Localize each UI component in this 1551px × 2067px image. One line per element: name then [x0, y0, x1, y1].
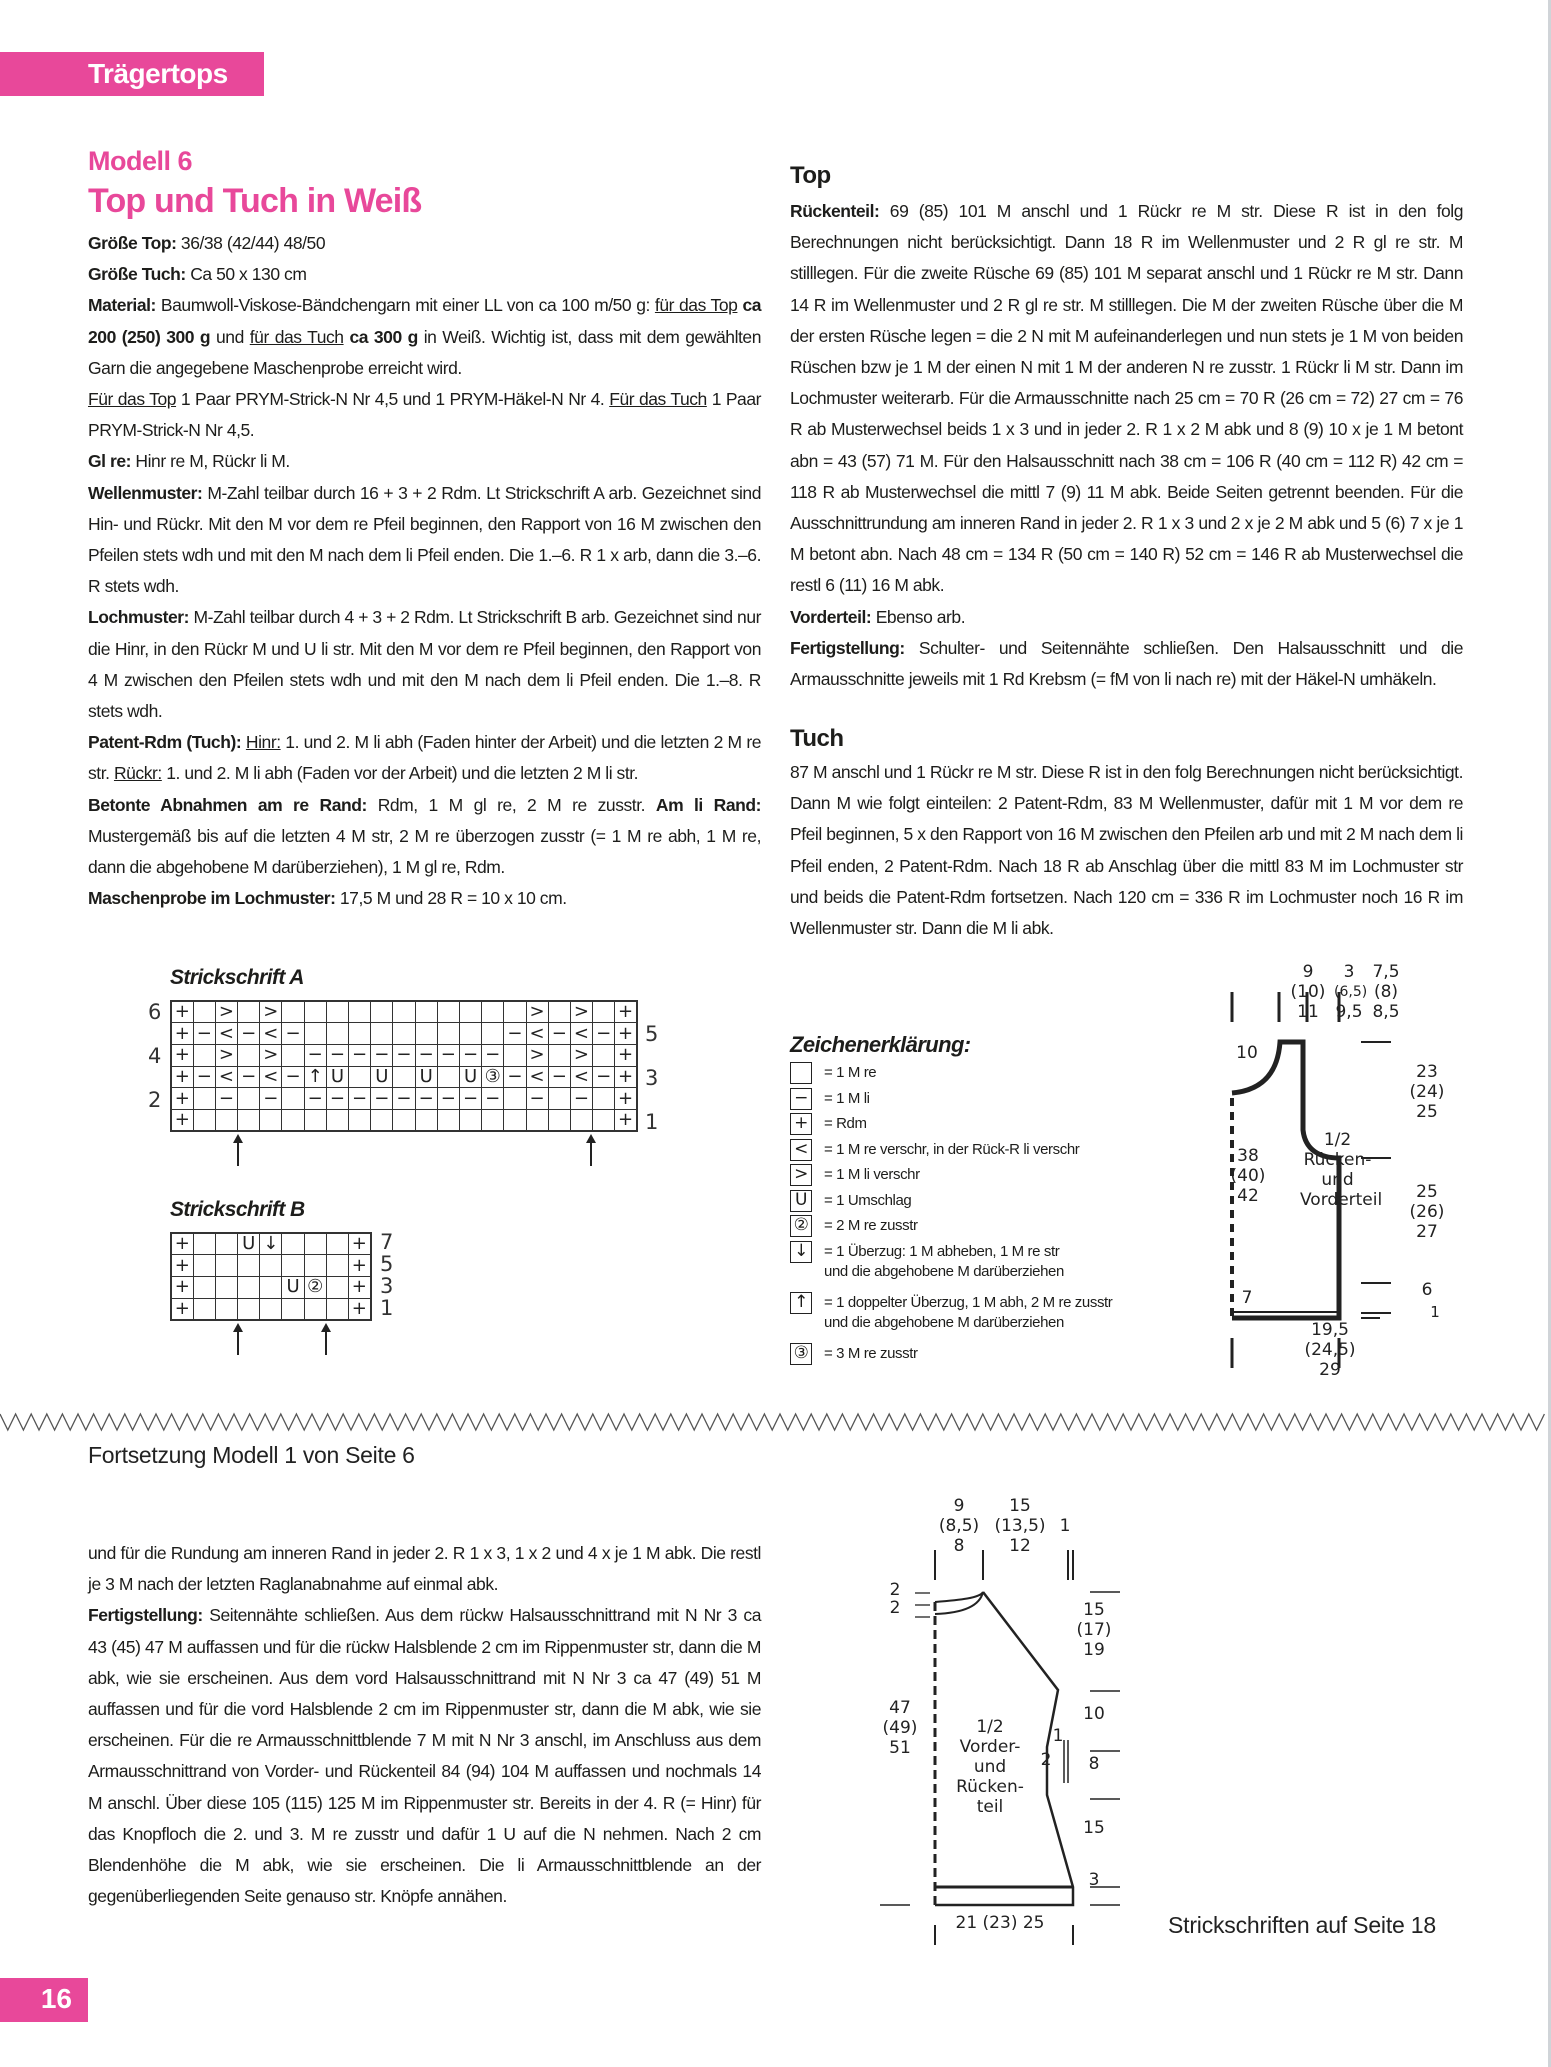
size-top: Größe Top: 36/38 (42/44) 48/50 [88, 233, 326, 253]
legend-symbol-icon: < [790, 1139, 812, 1161]
chart-cell: − [326, 1044, 348, 1066]
chart-b-title: Strickschrift B [170, 1198, 305, 1221]
needles: Für das Top 1 Paar PRYM-Strick-N Nr 4,5 und 1 PRYM-Häkel-N Nr 4. Für das Tuch 1 Paar PRYM-Strick-N Nr 4,5. [88, 389, 761, 441]
chart-cell [326, 1276, 348, 1298]
chart-cell [482, 1109, 504, 1131]
chart-cell [282, 1298, 304, 1320]
chart-cell: < [526, 1023, 548, 1045]
chart-cell: − [593, 1023, 615, 1045]
legend-text: = 1 M li verschr [824, 1166, 920, 1183]
chart-cell [349, 1066, 371, 1088]
model-title: Top und Tuch in Weiß [88, 182, 422, 220]
chart-cell [304, 1233, 326, 1255]
chart-cell: + [349, 1276, 371, 1298]
chart-b-row-7: 7 [380, 1230, 394, 1254]
chart-cell [215, 1109, 237, 1131]
legend [790, 1062, 1170, 1368]
legend-item [790, 1343, 1170, 1369]
size-shawl: Größe Tuch: Ca 50 x 130 cm [88, 264, 307, 285]
schem-top-width-c: 7,5 (8) 8,5 [1372, 962, 1400, 1022]
chart-cell [215, 1233, 237, 1255]
chart-cell: + [171, 1255, 193, 1277]
chart-cell [371, 1109, 393, 1131]
chart-b-row-1: 1 [380, 1296, 394, 1320]
chart-cell [215, 1255, 237, 1277]
chart-cell: − [437, 1044, 459, 1066]
chart-cell: > [260, 1001, 282, 1023]
continuation-title: Fortsetzung Modell 1 von Seite 6 [88, 1442, 415, 1468]
chart-cell: < [260, 1066, 282, 1088]
schem-top-side-height: 25 (26) 27 [1409, 1182, 1445, 1242]
chart-cell [282, 1001, 304, 1023]
legend-symbol-icon: − [790, 1088, 812, 1110]
model-number: Modell 6 [88, 146, 193, 176]
chart-cell: < [570, 1066, 592, 1088]
legend-item [790, 1062, 1170, 1088]
chart-cell [593, 1109, 615, 1131]
chart-cell [593, 1044, 615, 1066]
chart-cell [238, 1276, 260, 1298]
chart-cell [548, 1044, 570, 1066]
chart-cell: − [215, 1088, 237, 1110]
chart-cell: − [304, 1088, 326, 1110]
chart-cell: − [282, 1023, 304, 1045]
schem-bottom-raglan-height: 15 (17) 19 [1076, 1600, 1112, 1660]
chart-cell [326, 1255, 348, 1277]
lochmuster: Lochmuster: M-Zahl teilbar durch 4 + 3 + 2 Rdm. Lt Strickschrift B arb. Gezeichnet sind nur die Hinr, in den Rückr M und U li str. Mit den M vor dem re Pfeil beginnen, den Rapport von 4 M zwischen den Pfeilen stets wdh und mit den M nach dem li Pfeil enden. Die 1.–8. R stets wdh. [88, 607, 761, 722]
betonte-abnahmen: Betonte Abnahmen am re Rand: Rdm, 1 M gl re, 2 M re zusstr. Am li Rand: Mustergemäß bis auf die letzten 4 M str, 2 M re überzogen zusstr (= 1 M re abh, 1 M re, dann die abgehobene M darüberziehen), 1 M gl re, Rdm. [88, 794, 761, 878]
chart-cell [393, 1109, 415, 1131]
right-column [790, 196, 1463, 695]
chart-cell: + [171, 1023, 193, 1045]
chart-cell: − [526, 1088, 548, 1110]
schem-bottom-r3: 15 [1083, 1818, 1105, 1838]
chart-cell [349, 1001, 371, 1023]
chart-cell [437, 1001, 459, 1023]
material: Material: Baumwoll-Viskose-Bändchengarn mit einer LL von ca 100 m/50 g: für das Top ca 200 (250) 300 g und für das Tuch ca 300 g in Weiß. Wichtig ist, dass mit dem gewählten Garn die angegebene Maschenprobe erreicht wird. [88, 295, 762, 378]
chart-cell: > [526, 1001, 548, 1023]
legend-item [790, 1241, 1170, 1292]
reference-note: Strickschriften auf Seite 18 [1168, 1912, 1436, 1938]
schem-top-width-b: 3 (6,5) 9,5 [1334, 962, 1368, 1022]
chart-a-repeat-arrow-left-icon [237, 1136, 239, 1166]
chart-cell [415, 1023, 437, 1045]
chart-row [171, 1088, 637, 1110]
chart-cell [282, 1109, 304, 1131]
chart-b-repeat-arrow-left-icon [237, 1325, 239, 1355]
chart-cell: − [437, 1088, 459, 1110]
legend-symbol-icon: ↑ [790, 1292, 812, 1314]
chart-cell [260, 1298, 282, 1320]
chart-cell: − [482, 1044, 504, 1066]
tuch-heading: Tuch [790, 725, 844, 752]
chart-cell: > [570, 1001, 592, 1023]
chart-cell [393, 1001, 415, 1023]
chart-cell: − [504, 1023, 526, 1045]
chart-cell: + [349, 1255, 371, 1277]
zigzag-divider [0, 1410, 1551, 1434]
chart-row [171, 1233, 371, 1255]
chart-cell [304, 1109, 326, 1131]
chart-cell: − [282, 1066, 304, 1088]
legend-symbol-icon: > [790, 1164, 812, 1186]
chart-cell: − [349, 1044, 371, 1066]
chart-cell [504, 1001, 526, 1023]
chart-cell [393, 1023, 415, 1045]
chart-row [171, 1023, 637, 1045]
schem-bottom-hem: 3 [1088, 1870, 1100, 1890]
legend-item [790, 1190, 1170, 1216]
chart-cell [437, 1023, 459, 1045]
schem-bottom-label: 1/2 Vorder- und Rücken- teil [956, 1717, 1024, 1817]
schem-bottom-width-c: 1 [1059, 1516, 1071, 1536]
chart-cell [215, 1298, 237, 1320]
chart-b-row-3: 3 [380, 1274, 394, 1298]
schem-bottom-width-b: 15 (13,5) 12 [994, 1496, 1046, 1556]
chart-b-repeat-arrow-right-icon [325, 1325, 327, 1355]
chart-cell [193, 1298, 215, 1320]
schem-bottom-neck-2: 2 [889, 1598, 901, 1618]
chart-cell: − [415, 1088, 437, 1110]
chart-cell [238, 1044, 260, 1066]
legend-item [790, 1215, 1170, 1241]
schem-top-armhole-height: 23 (24) 25 [1409, 1062, 1445, 1122]
chart-cell: > [570, 1044, 592, 1066]
chart-cell: < [570, 1023, 592, 1045]
chart-cell [349, 1023, 371, 1045]
chart-cell [504, 1044, 526, 1066]
chart-cell: ↓ [260, 1233, 282, 1255]
chart-cell [482, 1023, 504, 1045]
chart-cell: + [171, 1044, 193, 1066]
chart-cell: − [570, 1088, 592, 1110]
legend-item [790, 1292, 1170, 1343]
chart-cell [504, 1088, 526, 1110]
schem-top-edge: 1 [1430, 1303, 1440, 1321]
chart-cell [326, 1001, 348, 1023]
chart-cell [593, 1001, 615, 1023]
schem-top-neck-height: 10 [1236, 1043, 1258, 1063]
chart-a-row-1: 1 [645, 1110, 659, 1134]
chart-cell [304, 1001, 326, 1023]
chart-cell: − [548, 1023, 570, 1045]
chart-cell: − [593, 1066, 615, 1088]
schem-top-body-height: 38 (40) 42 [1230, 1146, 1266, 1206]
legend-item [790, 1139, 1170, 1165]
chart-cell [504, 1109, 526, 1131]
chart-cell [193, 1044, 215, 1066]
schem-bottom-inner-1: 1 [1052, 1726, 1064, 1746]
schem-top-hem-right: 6 [1421, 1280, 1433, 1300]
chart-cell: − [193, 1066, 215, 1088]
legend-text: = 1 Umschlag [824, 1191, 912, 1209]
chart-cell [548, 1001, 570, 1023]
chart-cell [193, 1001, 215, 1023]
legend-symbol-icon: ② [790, 1215, 812, 1237]
chart-cell [437, 1109, 459, 1131]
legend-text: = Rdm [824, 1115, 867, 1132]
chart-cell: − [459, 1044, 481, 1066]
chart-cell [238, 1298, 260, 1320]
chart-row [171, 1276, 371, 1298]
legend-item [790, 1164, 1170, 1190]
section-tab [0, 52, 264, 96]
page-number-badge [0, 1978, 88, 2022]
chart-row [171, 1044, 637, 1066]
chart-cell: + [171, 1233, 193, 1255]
chart-cell [260, 1109, 282, 1131]
chart-cell [193, 1109, 215, 1131]
chart-a-row-2: 2 [148, 1088, 162, 1112]
chart-cell [326, 1023, 348, 1045]
chart-cell: − [548, 1066, 570, 1088]
chart-cell: + [171, 1001, 193, 1023]
chart-cell: − [393, 1088, 415, 1110]
section-title: Trägertops [88, 58, 228, 89]
chart-cell [260, 1276, 282, 1298]
legend-item [790, 1088, 1170, 1114]
rueckenteil: Rückenteil: 69 (85) 101 M anschl und 1 Rückr re M str. Diese R ist in den folg Berechnungen nicht berücksichtigt. Dann 18 R im Wellenmuster und 2 R gl re str. M stilllegen. Für die zweite Rüsche 69 (85) 101 M separat anschl und 1 Rückr re M str. Dann 14 R im Wellenmuster und 2 R gl re str. M stilllegen. Die M der zweiten Rüsche über die M der ersten Rüsche legen = die 2 N mit M aufeinanderlegen und nun stets je 1 M von beiden Rüschen bzw je 1 M der einen N mit 1 M der anderen N re zusstr. 1 Rückr li M str. Dann im Lochmuster weiterarb. Für die Armausschnitte nach 25 cm = 70 R (26 cm = 72) 27 cm = 76 R ab Musterwechsel beids 1 x 3 und in jeder 2. R 1 x 2 M abk und 8 (9) 10 x je 1 M betont abn = 43 (57) 71 M. Für den Halsausschnitt nach 38 cm = 106 R (40 cm = 112 R) 42 cm = 118 R ab Musterwechsel die mittl 7 (9) 11 M abk. Beide Seiten getrennt beenden. Für die Ausschnittrundung am inneren Rand in jeder 2. R 1 x 3 und 2 x je 2 M abk und 5 (6) 7 x je 1 M betont abn. Nach 48 cm = 134 R (50 cm = 140 R) 52 cm = 146 R ab Musterwechsel die restl 6 (11) 16 M abk. [790, 201, 1463, 596]
chart-cell [282, 1233, 304, 1255]
chart-cell [193, 1088, 215, 1110]
chart-cell [238, 1088, 260, 1110]
chart-cell: + [171, 1109, 193, 1131]
chart-cell [304, 1298, 326, 1320]
legend-item [790, 1113, 1170, 1139]
chart-a-title: Strickschrift A [170, 966, 304, 989]
chart-a-repeat-arrow-right-icon [590, 1136, 592, 1166]
chart-cell [548, 1088, 570, 1110]
chart-cell [238, 1109, 260, 1131]
chart-a-grid [170, 1000, 638, 1132]
chart-cell: − [326, 1088, 348, 1110]
chart-cell: − [349, 1088, 371, 1110]
chart-cell: + [171, 1066, 193, 1088]
chart-cell [193, 1255, 215, 1277]
wellenmuster: Wellenmuster: M-Zahl teilbar durch 16 + 3 + 2 Rdm. Lt Strickschrift A arb. Gezeichnet sind Hin- und Rückr. Mit den M vor dem re Pfeil beginnen, den Rapport von 16 M zwischen den Pfeilen stets wdh und mit den M nach dem li Pfeil enden. Die 1.–6. R 1 x arb, dann die 3.–6. R stets wdh. [88, 482, 761, 597]
chart-cell: < [260, 1023, 282, 1045]
gl-re: Gl re: Hinr re M, Rückr li M. [88, 451, 290, 472]
legend-symbol-icon [790, 1062, 812, 1084]
schem-top-label: 1/2 Rücken- und Vorderteil [1300, 1130, 1383, 1210]
chart-cell: + [171, 1088, 193, 1110]
chart-cell [459, 1001, 481, 1023]
chart-cell [282, 1044, 304, 1066]
chart-a-row-3: 3 [645, 1066, 659, 1090]
left-column [88, 228, 761, 914]
legend-symbol-icon: + [790, 1113, 812, 1135]
legend-text: = 1 M li [824, 1089, 870, 1107]
chart-cell: < [215, 1066, 237, 1088]
chart-row [171, 1109, 637, 1131]
chart-cell: U [459, 1066, 481, 1088]
schem-bottom-width: 21 (23) 25 [955, 1913, 1045, 1933]
legend-text: = 1 Überzug: 1 M abheben, 1 M re str und die abgehobene M darüberziehen [824, 1242, 1064, 1280]
chart-a-row-4: 4 [148, 1044, 162, 1068]
legend-symbol-icon: ↓ [790, 1241, 812, 1263]
tuch-text: 87 M anschl und 1 Rückr re M str. Diese R ist in den folg Berechnungen nicht berücksichtigt. Dann M wie folgt einteilen: 2 Patent-Rdm, 83 M Wellenmuster, dafür mit 1 M vor dem re Pfeil beginnen, 5 x den Rapport von 16 M zwischen den Pfeilen arb und mit 2 M nach dem li Pfeil enden, 2 Patent-Rdm. Nach 18 R ab Anschlag über die mittl 83 M im Lochmuster str und beids die Patent-Rdm fortsetzen. Nach 120 cm = 336 R im Lochmuster noch 16 R im Wellenmuster str. Dann die M li abk. [790, 762, 1463, 939]
chart-cell: U [415, 1066, 437, 1088]
chart-cell: − [371, 1044, 393, 1066]
chart-cell: − [238, 1023, 260, 1045]
chart-cell [415, 1109, 437, 1131]
legend-text: = 1 M re verschr, in der Rück-R li verschr [824, 1140, 1080, 1158]
schem-bottom-inner-2: 2 [1040, 1750, 1052, 1770]
chart-cell [326, 1109, 348, 1131]
chart-cell: > [260, 1044, 282, 1066]
chart-cell [238, 1001, 260, 1023]
chart-row [171, 1001, 637, 1023]
legend-text: = 3 M re zusstr [824, 1344, 918, 1362]
fertigstellung-top: Fertigstellung: Schulter- und Seitennähte schließen. Den Halsausschnitt und die Armausschnitte jeweils mit 1 Rd Krebsm (= fM von li nach re) mit der Häkel-N umhäkeln. [790, 637, 1463, 690]
schem-bottom-body-height: 47 (49) 51 [882, 1698, 918, 1758]
legend-title: Zeichenerklärung: [790, 1032, 971, 1057]
schem-top-width-a: 9 (10) 11 [1290, 962, 1326, 1022]
chart-cell [282, 1255, 304, 1277]
chart-cell [193, 1276, 215, 1298]
continuation-text: und für die Rundung am inneren Rand in jeder 2. R 1 x 3, 1 x 2 und 4 x je 1 M abk. Die restl je 3 M nach der letzten Raglanabnahme auf einmal abk. Fertigstellung: Seitennähte schließen. Aus dem rückw Halsausschnittrand mit N Nr 3 ca 43 (45) 47 M auffassen und für die rückw Halsblende 2 cm im Rippenmuster str, dann die M abk, wie sie erscheinen. Aus dem vord Halsausschnittrand mit N Nr 3 ca 47 (49) 51 M auffassen und für die vord Halsblende 2 cm im Rippenmuster str, dann die M abk, wie sie erscheinen. Für die re Armausschnittblende 7 M mit N Nr 3 anschl, im Anschluss aus dem Armausschnittrand von Vorder- und Rückenteil 84 (94) 104 M auffassen und nochmals 14 M anschl. Über diese 105 (115) 125 M im Rippenmuster str. Bereits in der 4. R (= Hinr) für das Knopfloch die 2. und 3. M re zusstr und dafür 1 U auf die N nehmen. Nach 2 cm Blendenhöhe die M abk, wie sie erscheinen. Die li Armausschnittblende an der gegenüberliegenden Seite genauso str. Knöpfe annähen. [88, 1543, 761, 1907]
chart-cell [304, 1023, 326, 1045]
schem-bottom-r2: 8 [1088, 1754, 1100, 1774]
chart-cell [371, 1023, 393, 1045]
top-heading: Top [790, 162, 831, 189]
chart-cell [459, 1023, 481, 1045]
schematic-top-diagram [1230, 960, 1520, 1390]
chart-cell: − [504, 1066, 526, 1088]
chart-cell: − [193, 1023, 215, 1045]
chart-cell: + [349, 1233, 371, 1255]
chart-cell: − [260, 1088, 282, 1110]
chart-cell: ③ [482, 1066, 504, 1088]
chart-row [171, 1298, 371, 1320]
chart-a-row-5: 5 [645, 1022, 659, 1046]
chart-cell: U [238, 1233, 260, 1255]
chart-cell: > [215, 1044, 237, 1066]
legend-text: = 1 M re [824, 1064, 877, 1081]
chart-cell [282, 1088, 304, 1110]
chart-cell [393, 1066, 415, 1088]
chart-cell: + [615, 1001, 637, 1023]
chart-cell [482, 1001, 504, 1023]
chart-cell: < [215, 1023, 237, 1045]
chart-cell: + [171, 1276, 193, 1298]
chart-cell: + [615, 1066, 637, 1088]
chart-cell [371, 1001, 393, 1023]
chart-cell: − [482, 1088, 504, 1110]
chart-cell [326, 1233, 348, 1255]
chart-cell: − [304, 1044, 326, 1066]
chart-cell [326, 1298, 348, 1320]
chart-cell: U [282, 1276, 304, 1298]
chart-cell: − [459, 1088, 481, 1110]
chart-cell: + [171, 1298, 193, 1320]
chart-cell [593, 1088, 615, 1110]
schem-top-bottom-width: 19,5 (24,5) 29 [1304, 1320, 1356, 1380]
chart-cell: + [615, 1023, 637, 1045]
chart-cell: − [415, 1044, 437, 1066]
chart-cell: > [215, 1001, 237, 1023]
chart-b-row-5: 5 [380, 1252, 394, 1276]
chart-cell [548, 1109, 570, 1131]
chart-cell [304, 1255, 326, 1277]
chart-cell [215, 1276, 237, 1298]
chart-cell: > [526, 1044, 548, 1066]
chart-cell: < [526, 1066, 548, 1088]
chart-cell [570, 1109, 592, 1131]
schem-bottom-neck-1: 2 [889, 1580, 901, 1600]
chart-cell [349, 1109, 371, 1131]
legend-text: = 1 doppelter Überzug, 1 M abh, 2 M re zusstr und die abgehobene M darüberziehen [824, 1293, 1113, 1331]
maschenprobe: Maschenprobe im Lochmuster: 17,5 M und 28 R = 10 x 10 cm. [88, 888, 567, 909]
patent-rdm: Patent-Rdm (Tuch): Hinr: 1. und 2. M li abh (Faden hinter der Arbeit) und die letzten 2 M re str. Rückr: 1. und 2. M li abh (Faden vor der Arbeit) und die letzten 2 M li str. [88, 732, 761, 784]
legend-symbol-icon: U [790, 1190, 812, 1212]
chart-cell: + [615, 1088, 637, 1110]
chart-cell: + [615, 1109, 637, 1131]
chart-cell: − [238, 1066, 260, 1088]
legend-text: = 2 M re zusstr [824, 1217, 918, 1234]
chart-row [171, 1255, 371, 1277]
chart-cell [260, 1255, 282, 1277]
chart-cell: U [371, 1066, 393, 1088]
chart-cell: ② [304, 1276, 326, 1298]
chart-cell [238, 1255, 260, 1277]
page-number: 16 [40, 1983, 72, 2014]
chart-cell [526, 1109, 548, 1131]
schem-top-hem-height: 7 [1241, 1288, 1253, 1308]
chart-cell: − [371, 1088, 393, 1110]
chart-cell: + [615, 1044, 637, 1066]
schem-bottom-r1: 10 [1083, 1704, 1105, 1724]
chart-cell [459, 1109, 481, 1131]
chart-cell [437, 1066, 459, 1088]
chart-b-grid [170, 1232, 372, 1321]
chart-a-row-6: 6 [148, 1000, 162, 1024]
vorderteil: Vorderteil: Ebenso arb. [790, 606, 966, 627]
legend-symbol-icon: ③ [790, 1343, 812, 1365]
chart-cell: ↑ [304, 1066, 326, 1088]
chart-cell: + [349, 1298, 371, 1320]
chart-cell: U [326, 1066, 348, 1088]
chart-cell [193, 1233, 215, 1255]
chart-cell: − [393, 1044, 415, 1066]
chart-row [171, 1066, 637, 1088]
schem-bottom-width-a: 9 (8,5) 8 [938, 1496, 980, 1556]
chart-cell [415, 1001, 437, 1023]
